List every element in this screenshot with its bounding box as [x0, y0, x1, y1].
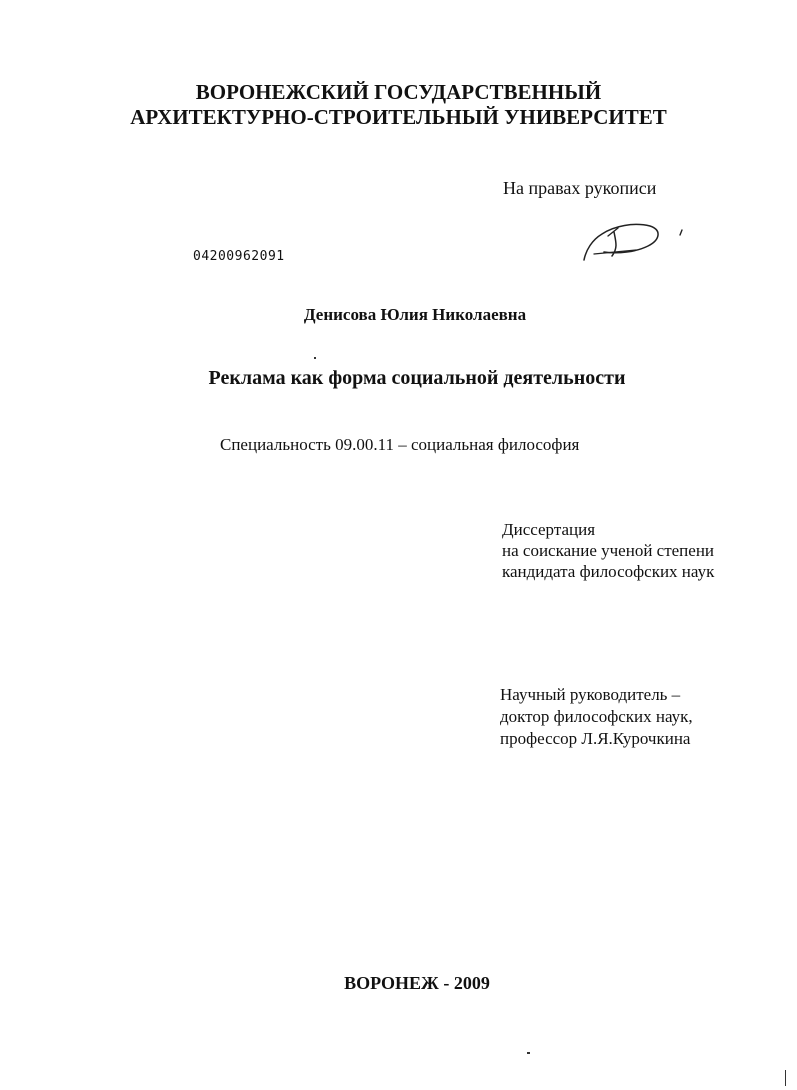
speciality: Специальность 09.00.11 – социальная философия	[220, 435, 580, 454]
signature	[578, 214, 688, 264]
degree-line-1: Диссертация	[502, 520, 596, 539]
scan-speck	[314, 357, 316, 359]
city-year: ВОРОНЕЖ - 2009	[344, 973, 490, 993]
advisor-info	[500, 684, 693, 750]
university-line-2: АРХИТЕКТУРНО-СТРОИТЕЛЬНЫЙ УНИВЕРСИТЕТ	[130, 105, 667, 129]
rights-note: На правах рукописи	[503, 178, 657, 198]
university-name	[0, 80, 797, 130]
university-line-1: ВОРОНЕЖСКИЙ ГОСУДАРСТВЕННЫЙ	[195, 80, 602, 104]
scan-speck	[527, 1052, 530, 1054]
advisor-line-1: Научный руководитель –	[500, 685, 681, 704]
dissertation-title: Реклама как форма социальной деятельности	[208, 367, 626, 389]
advisor-line-2: доктор философских наук,	[500, 707, 693, 726]
degree-info	[502, 519, 714, 582]
advisor-line-3: профессор Л.Я.Курочкина	[500, 729, 691, 748]
degree-line-3: кандидата философских наук	[502, 562, 715, 581]
degree-line-2: на соискание ученой степени	[502, 541, 715, 560]
scan-edge-mark	[785, 1070, 786, 1086]
document-code: 04200962091	[193, 249, 285, 264]
author-name: Денисова Юлия Николаевна	[303, 305, 527, 324]
